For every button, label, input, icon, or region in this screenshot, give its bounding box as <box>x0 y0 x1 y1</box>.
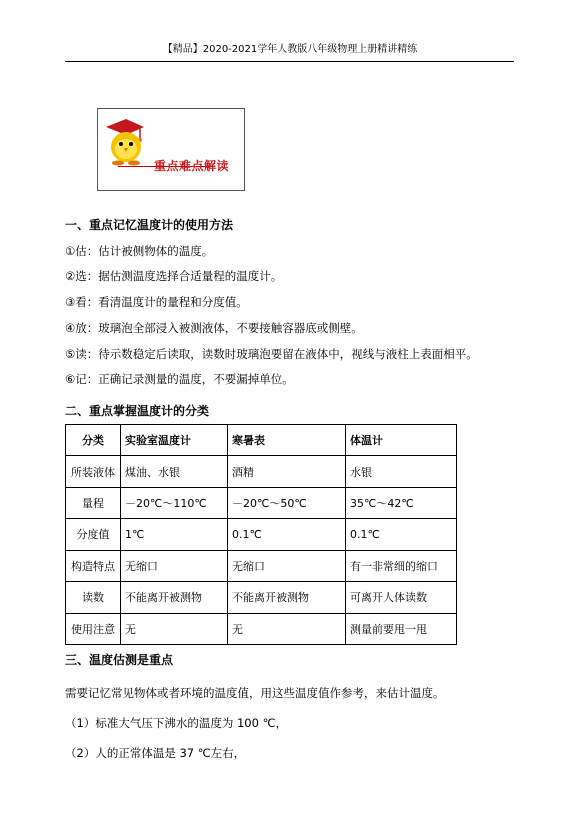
table-row <box>66 613 457 644</box>
table-cell: 有一非常细的缩口 <box>346 550 457 581</box>
table-row <box>66 456 457 487</box>
table-cell: 构造特点 <box>66 550 121 581</box>
table-cell: －20℃～110℃ <box>121 487 228 518</box>
table-cell: 所装液体 <box>66 456 121 487</box>
section2-title: 二、重点掌握温度计的分类 <box>65 404 210 418</box>
table-cell: 水银 <box>346 456 457 487</box>
section1-item: ①估：估计被侧物体的温度。 <box>65 244 214 258</box>
banner-title: 重点难点解读 <box>154 159 230 173</box>
table-cell: 分度值 <box>66 519 121 550</box>
table-cell: 无 <box>121 613 228 644</box>
section3-item: （1）标准大气压下沸水的温度为 100 ℃， <box>65 716 287 730</box>
table-cell: 无缩口 <box>228 550 346 581</box>
table-cell: －20℃～50℃ <box>228 487 346 518</box>
section1-item: ⑤读：待示数稳定后读取，读数时玻璃泡要留在液体中，视线与液柱上表面相平。 <box>65 347 478 361</box>
table-header-row <box>66 425 457 456</box>
section1-item: ④放：玻璃泡全部浸入被测液体，不要接触容器底或侧壁。 <box>65 321 363 335</box>
table-header-cell: 体温计 <box>346 425 457 456</box>
table-cell: 35℃～42℃ <box>346 487 457 518</box>
section1-item: ③看：看清温度计的量程和分度值。 <box>65 295 248 309</box>
graduate-chick-icon <box>102 115 146 167</box>
section1-item: ②选：据估测温度选择合适量程的温度计。 <box>65 269 283 283</box>
table-row <box>66 582 457 613</box>
table-cell: 量程 <box>66 487 121 518</box>
page-header: 【精品】2020-2021学年人教版八年级物理上册精讲精练 <box>162 44 418 55</box>
table-cell: 可离开人体读数 <box>346 582 457 613</box>
table-cell: 无缩口 <box>121 550 228 581</box>
table-row <box>66 550 457 581</box>
table-cell: 无 <box>228 613 346 644</box>
section3-title: 三、温度估测是重点 <box>65 653 174 667</box>
table-cell: 不能离开被测物 <box>228 582 346 613</box>
table-row <box>66 519 457 550</box>
table-header-cell: 寒暑表 <box>228 425 346 456</box>
table-cell: 测量前要甩一甩 <box>346 613 457 644</box>
header-divider <box>65 61 514 62</box>
section1-item: ⑥记：正确记录测量的温度，不要漏掉单位。 <box>65 372 294 386</box>
table-cell: 煤油、水银 <box>121 456 228 487</box>
table-cell: 0.1℃ <box>346 519 457 550</box>
table-header-cell: 分类 <box>66 425 121 456</box>
table-cell: 0.1℃ <box>228 519 346 550</box>
section1-title: 一、重点记忆温度计的使用方法 <box>65 218 234 232</box>
table-cell: 使用注意 <box>66 613 121 644</box>
table-cell: 1℃ <box>121 519 228 550</box>
section3-item: （2）人的正常体温是 37 ℃左右， <box>65 746 246 760</box>
table-cell: 酒精 <box>228 456 346 487</box>
key-points-banner <box>97 108 245 191</box>
table-cell: 不能离开被测物 <box>121 582 228 613</box>
section3-intro: 需要记忆常见物体或者环境的温度值，用这些温度值作参考，来估计温度。 <box>65 686 445 700</box>
table-row <box>66 487 457 518</box>
table-cell: 读数 <box>66 582 121 613</box>
thermometer-table <box>65 424 457 645</box>
table-header-cell: 实验室温度计 <box>121 425 228 456</box>
